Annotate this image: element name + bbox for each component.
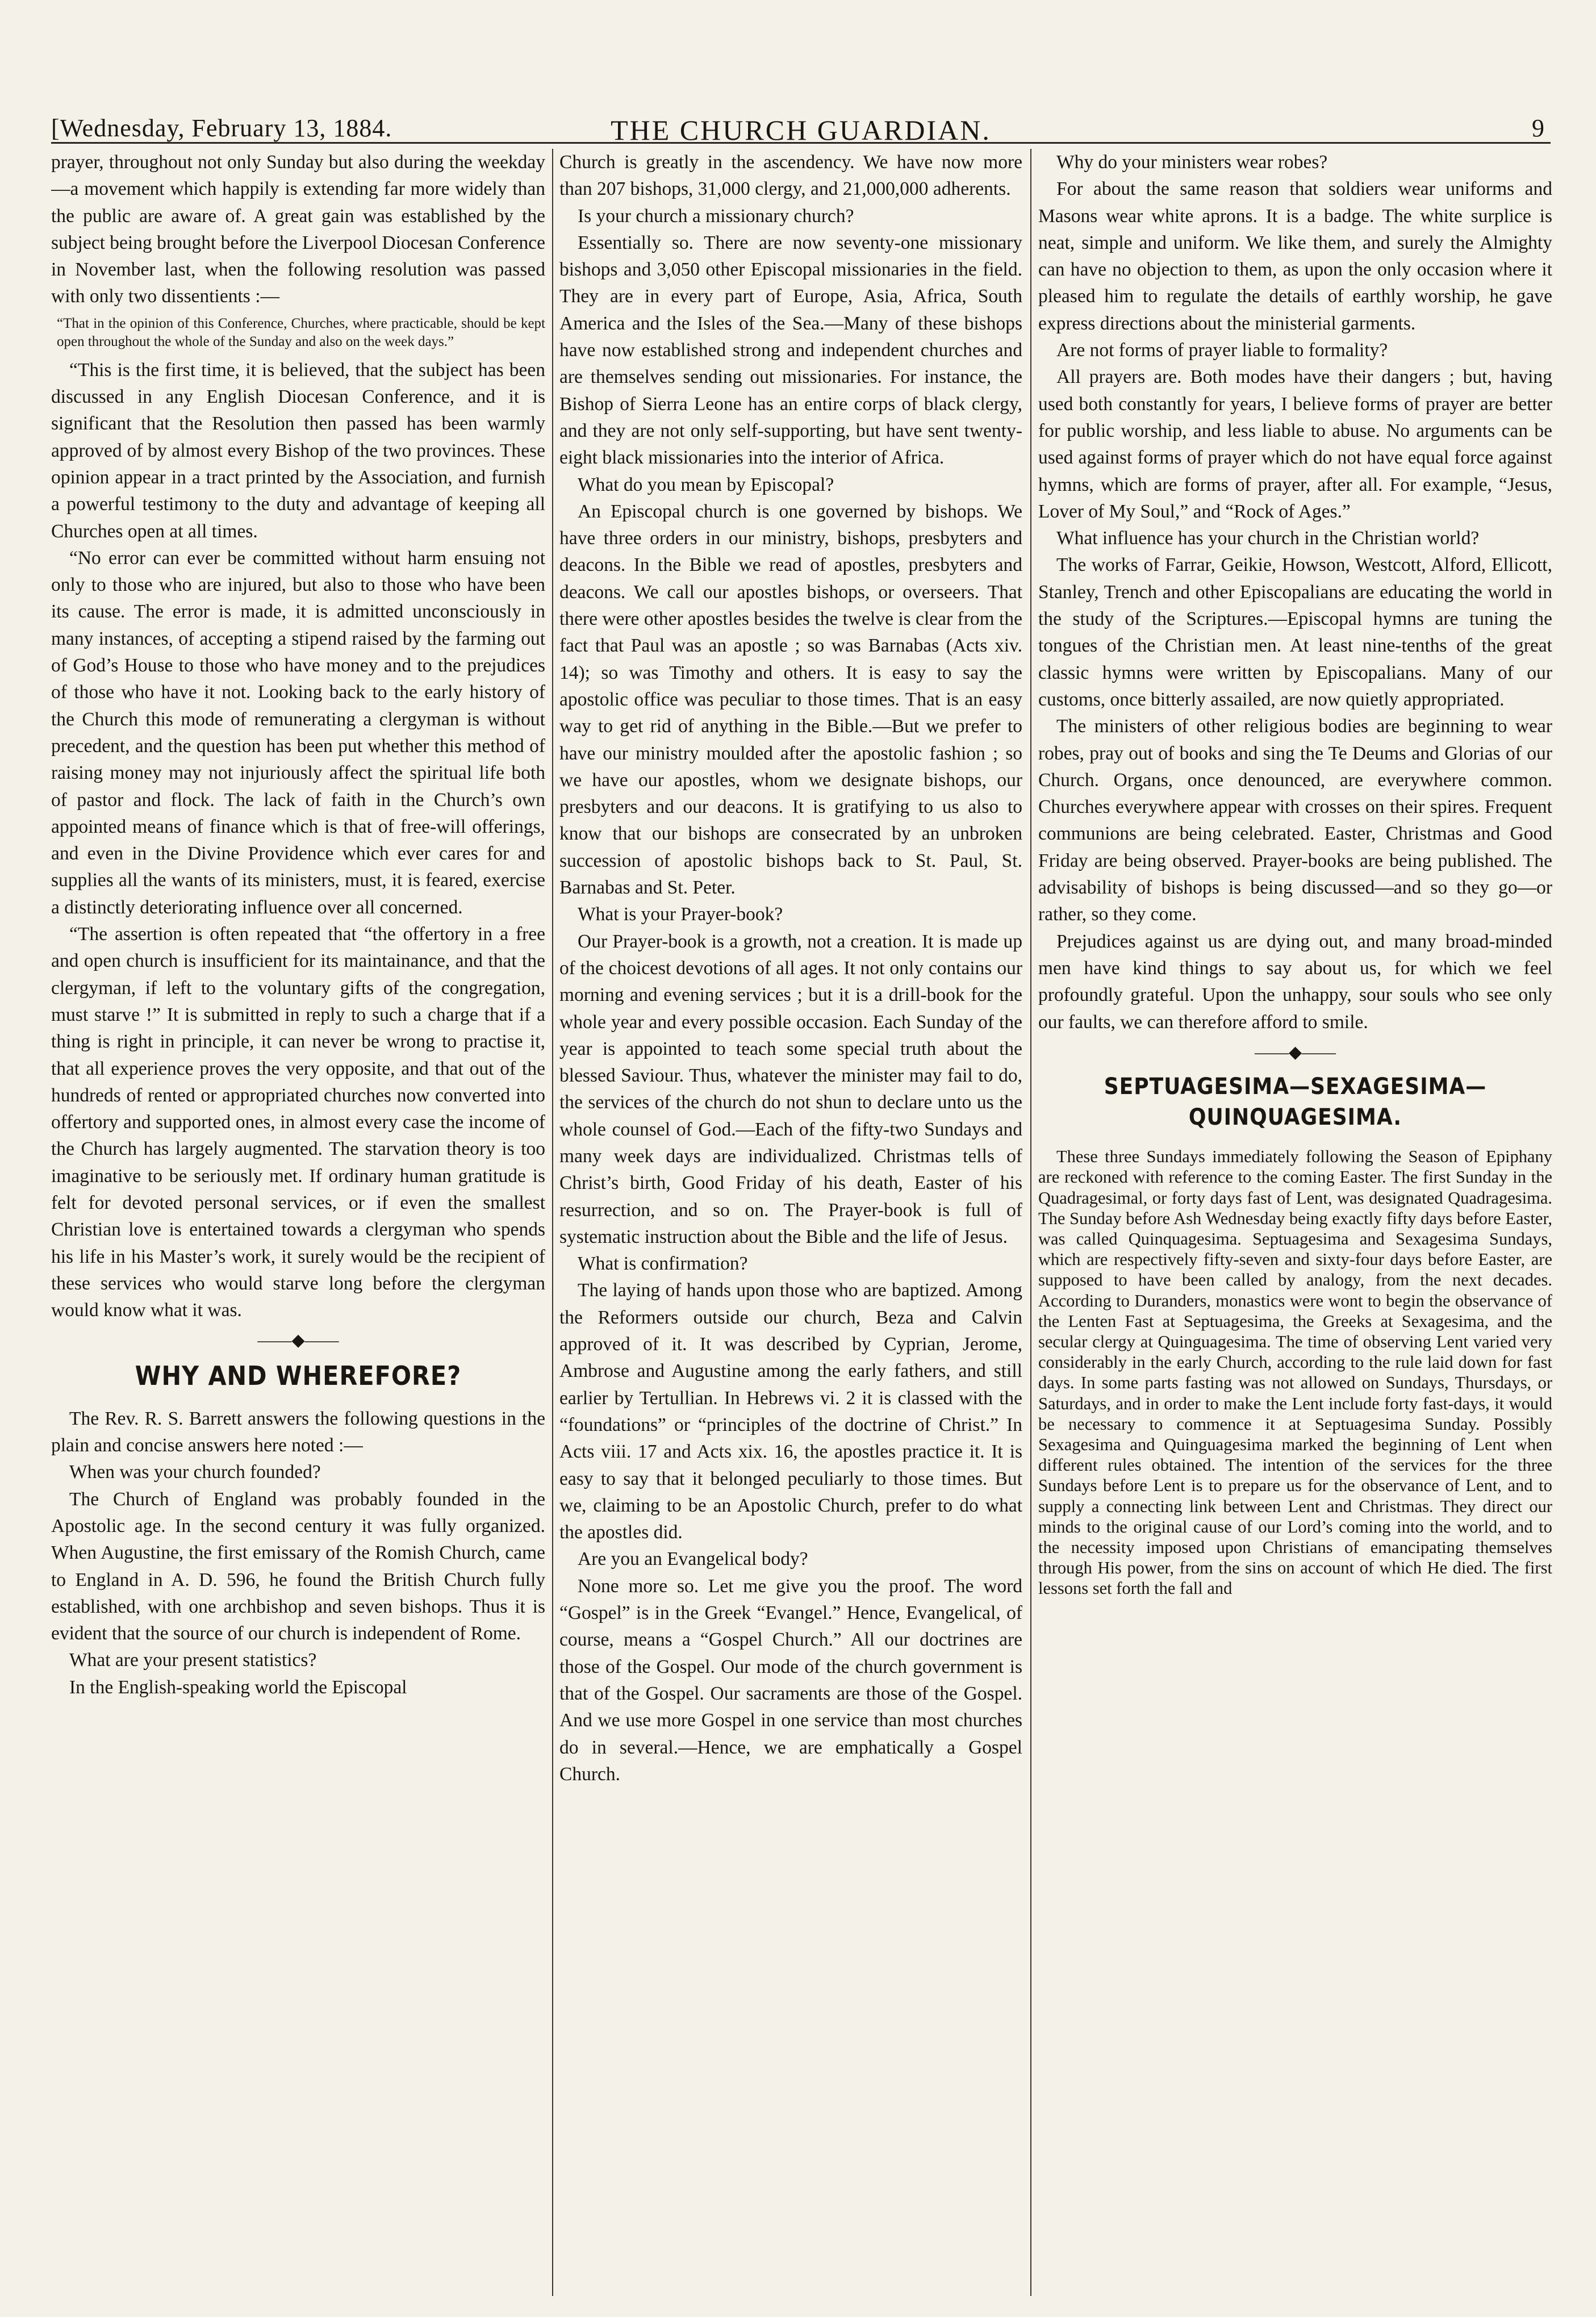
paragraph: “No error can ever be committed without harm ensuing not only to those who are injured, but also to those who have been its cause. The error is made, it is admitted unconsciously in many instances, of accepting a stipend raised by the farming out of God’s House to those who have money and to the prejudices of those who have it not. Looking back to the early history of the Church this mode of remunerating a clergyman is without precedent, and the question has been put whether this method of raising money may not injuriously affect the spiritual life both of pastor and flock. The lack of faith in the Church’s own appointed means of finance which is that of free-will offerings, and even in the Divine Providence which ever cares for and supplies all the wants of its ministers, must, it is feared, exercise a distinctly deteriorating influence over all concerned. [51, 547, 545, 918]
column-rule-right [1030, 149, 1031, 2296]
answer: For about the same reason that soldiers wear uniforms and Masons wear white aprons. It is a badge. The white surplice is neat, simple and uniform. We like them, and surely the Almighty can have no objection to them, as upon the only occasion where it pleased him to regulate the details of earthly worship, he gave express directions about the ministerial garments. [1038, 178, 1552, 334]
column-1 [51, 149, 545, 2296]
paragraph: “This is the first time, it is believed, that the subject has been discussed in any English Diocesan Conference, and it is significant that the Resolution then passed has been warmly approved of by almost every Bishop of the two provinces. These opinion appear in a tract printed by the Association, and furnish a powerful testimony to the duty and advantage of keeping all Churches open at all times. [51, 359, 545, 542]
question: What do you mean by Episcopal? [578, 474, 834, 495]
question: What influence has your church in the Christian world? [1056, 528, 1480, 549]
paragraph: These three Sundays immediately following the Season of Epiphany are reckoned with reference to the coming Easter. The first Sunday in the Quadragesimal, or forty days fast of Lent, was designated Quadragesima. The Sunday before Ash Wednesday being exactly fifty days before Easter, was called Quinquagesima. Septuagesima and Sexagesima Sundays, which are respectively fifty-seven and sixty-four days before Easter, are supposed to have been called by analogy, from the next decades. According to Duranders, monastics were wont to begin the observance of the Lenten Fast at Septuagesima, the Greeks at Sexagesima, and the secular clergy at Quinguagesima. The time of observing Lent varied very considerably in the early Church, according to the rule laid down for fast days. In some parts fasting was not allowed on Sundays, Thursdays, or Saturdays, and in order to make the Lent include forty fast-days, it would be necessary to commence it at Septuagesima Sunday. Possibly Sexagesima and Quinguagesima marked the beginning of Lent when different rules obtained. The intention of the services for the three Sundays before Lent is to prepare us for the observance of Lent, and to supply a connecting link between Lent and Christmas. They direct our minds to the original cause of our Lord’s coming into the world, and to the necessity imposed upon Christians of emancipating themselves through His power, from the sins on account of which He died. The first lessons set forth the fall and [1038, 1147, 1552, 1598]
answer: Our Prayer-book is a growth, not a creation. It is made up of the choicest devotions of all ages. It not only contains our morning and evening services ; but it is a drill-book for the whole year and every possible occasion. Each Sunday of the year is appointed to teach some special truth about the blessed Saviour. Thus, whatever the minister may fail to do, the services of the church do not shun to declare unto us the whole counsel of God.—Each of the fifty-two Sundays and many week days are individualized. Christmas tells of Christ’s birth, Good Friday of his death, Easter of his resurrection, and so on. The Prayer-book is full of systematic instruction about the Bible and the life of Jesus. [559, 930, 1022, 1247]
column-2 [559, 149, 1022, 2296]
answer: The laying of hands upon those who are baptized. Among the Reformers outside our church, Beza and Calvin approved of it. It was described by Cyprian, Jerome, Ambrose and Augustine among the early fathers, and still earlier by Tertullian. In Hebrews vi. 2 it is classed with the “foundations” or “principles of the doctrine of Christ.” In Acts viii. 17 and Acts xix. 16, the apostles practice it. It is easy to say that it belonged peculiarly to those times. But we, claiming to be an Apostolic Church, prefer to do what the apostles did. [559, 1280, 1022, 1543]
question: What are your present statistics? [69, 1650, 317, 1671]
article-heading: SEPTUAGESIMA—SEXAGESIMA—QUINQUAGESIMA. [1104, 1074, 1487, 1131]
issue-date: [Wednesday, February 13, 1884. [51, 114, 392, 142]
paragraph: “The assertion is often repeated that “the offertory in a free and open church is insufficient for its maintainance, and that the clergyman, if left to the voluntary gifts of the congregation, must starve !” It is submitted in reply to such a charge that if a thing is right in principle, it can never be wrong to practise it, that all experience proves the very opposite, and that out of the hundreds of rented or appropriated churches now converted into offertory and supported ones, in almost every case the income of the Church has largely augmented. The starvation theory is too imaginative to be seriously met. If ordinary human gratitude is felt for devoted personal services, or if even the smallest Christian love is entertained towards a clergyman who spends his life in his Master’s work, it surely would be the recipient of these services who would starve long before the clergyman would know what it was. [51, 924, 545, 1321]
section-divider-ornament: ——◆—— [257, 1331, 339, 1350]
question: Is your church a missionary church? [578, 205, 854, 227]
answer: In the English-speaking world the Episcopal [69, 1676, 407, 1698]
answer: The Church of England was probably founded in the Apostolic age. In the second century it was fully organized. When Augustine, the first emissary of the Romish Church, came to England in A. D. 596, he found the British Church fully established, with one archbishop and seven bishops. Thus it is evident that the source of our church is independent of Rome. [51, 1488, 545, 1644]
answer: An Episcopal church is one governed by bishops. We have three orders in our ministry, bishops, presbyters and deacons. In the Bible we read of apostles, presbyters and deacons. We call our apostles bishops, or overseers. That there were other apostles besides the twelve is clear from the fact that Paul was an apostle ; so was Barnabas (Acts xiv. 14); so was Timothy and others. It is easy to say the apostolic office was peculiar to those times. That is an easy way to get rid of anything in the Bible.—But we prefer to have our ministry moulded after the apostolic fashion ; so we have our apostles, whom we designate bishops, our presbyters and our deacons. It is gratifying to us also to know that our bishops are consecrated by an unbroken succession of apostolic bishops back to St. Paul, St. Barnabas and St. Peter. [559, 500, 1022, 899]
answer: The works of Farrar, Geikie, Howson, Westcott, Alford, Ellicott, Stanley, Trench and other Episcopalians are educating the world in the study of the Scriptures.—Episcopal hymns are tuning the tongues of the Christian men. At least nine-tenths of the great classic hymns were written by Episcopalians. Many of our customs, once bitterly assailed, are now quietly appropriated. [1038, 554, 1552, 710]
answer: Essentially so. There are now seventy-one missionary bishops and 3,050 other Episcopal missionaries in the field. They are in every part of Europe, Asia, Africa, South America and the Isles of the Sea.—Many of these bishops have now established strong and independent churches and are themselves sending out missionaries. For instance, the Bishop of Sierra Leone has an entire corps of black clergy, and they are not only self-supporting, but have sent twenty-eight black missionaries into the interior of Africa. [559, 232, 1022, 469]
answer: All prayers are. Both modes have their dangers ; but, having used both constantly for years, I believe forms of prayer are better for public worship, and less liable to abuse. No arguments can be used against forms of prayer which do not have equal force against hymns, which are forms of prayer, after all. For example, “Jesus, Lover of My Soul,” and “Rock of Ages.” [1038, 366, 1552, 522]
page-number: 9 [1532, 114, 1545, 142]
answer: Prejudices against us are dying out, and many broad-minded men have kind things to say about us, for which we feel profoundly grateful. Upon the unhappy, sour souls who see only our faults, we can therefore afford to smile. [1038, 930, 1552, 1033]
resolution-quote: “That in the opinion of this Conference, Churches, where practicable, should be kept open throughout the whole of the Sunday and also on the week days.” [57, 315, 545, 349]
answer: Church is greatly in the ascendency. We have now more than 207 bishops, 31,000 clergy, and 21,000,000 adherents. [559, 152, 1022, 200]
masthead [51, 114, 1551, 144]
article-intro: The Rev. R. S. Barrett answers the following questions in the plain and concise answers here noted :— [51, 1408, 545, 1456]
question: Are you an Evangelical body? [578, 1548, 808, 1570]
question: Are not forms of prayer liable to formality? [1056, 340, 1388, 361]
answer: None more so. Let me give you the proof. The word “Gospel” is in the Greek “Evangel.” Hence, Evangelical, of course, means a “Gospel Church.” All our doctrines are those of the Gospel. Our mode of the church government is that of the Gospel. Our sacraments are those of the Gospel. And we use more Gospel in one service than most churches do in several.—Hence, we are emphatically a Gospel Church. [559, 1575, 1022, 1785]
question: When was your church founded? [69, 1462, 321, 1483]
question: What is your Prayer-book? [578, 904, 783, 925]
answer: The ministers of other religious bodies are beginning to wear robes, pray out of books and sing the Te Deums and Glorias of our Church. Organs, once denounced, are everywhere common. Churches everywhere appear with crosses on their spires. Frequent communions are being celebrated. Easter, Christmas and Good Friday are being observed. Prayer-books are being published. The advisability of bishops is being discussed—and so they go—or rather, so they come. [1038, 716, 1552, 925]
question: Why do your ministers wear robes? [1056, 152, 1328, 173]
question: What is confirmation? [578, 1253, 748, 1275]
paper-title: THE CHURCH GUARDIAN. [611, 114, 991, 146]
column-rule-left [552, 149, 553, 2296]
section-divider-ornament: ——◆—— [1254, 1042, 1336, 1062]
paragraph: prayer, throughout not only Sunday but also during the weekday—a movement which happily is extending far more widely than the public are aware of. A great gain was established by the subject being brought before the Liverpool Diocesan Conference in November last, when the following resolution was passed with only two dissentients :— [51, 152, 545, 307]
article-heading: WHY AND WHEREFORE? [135, 1360, 462, 1391]
column-3 [1038, 149, 1552, 2296]
